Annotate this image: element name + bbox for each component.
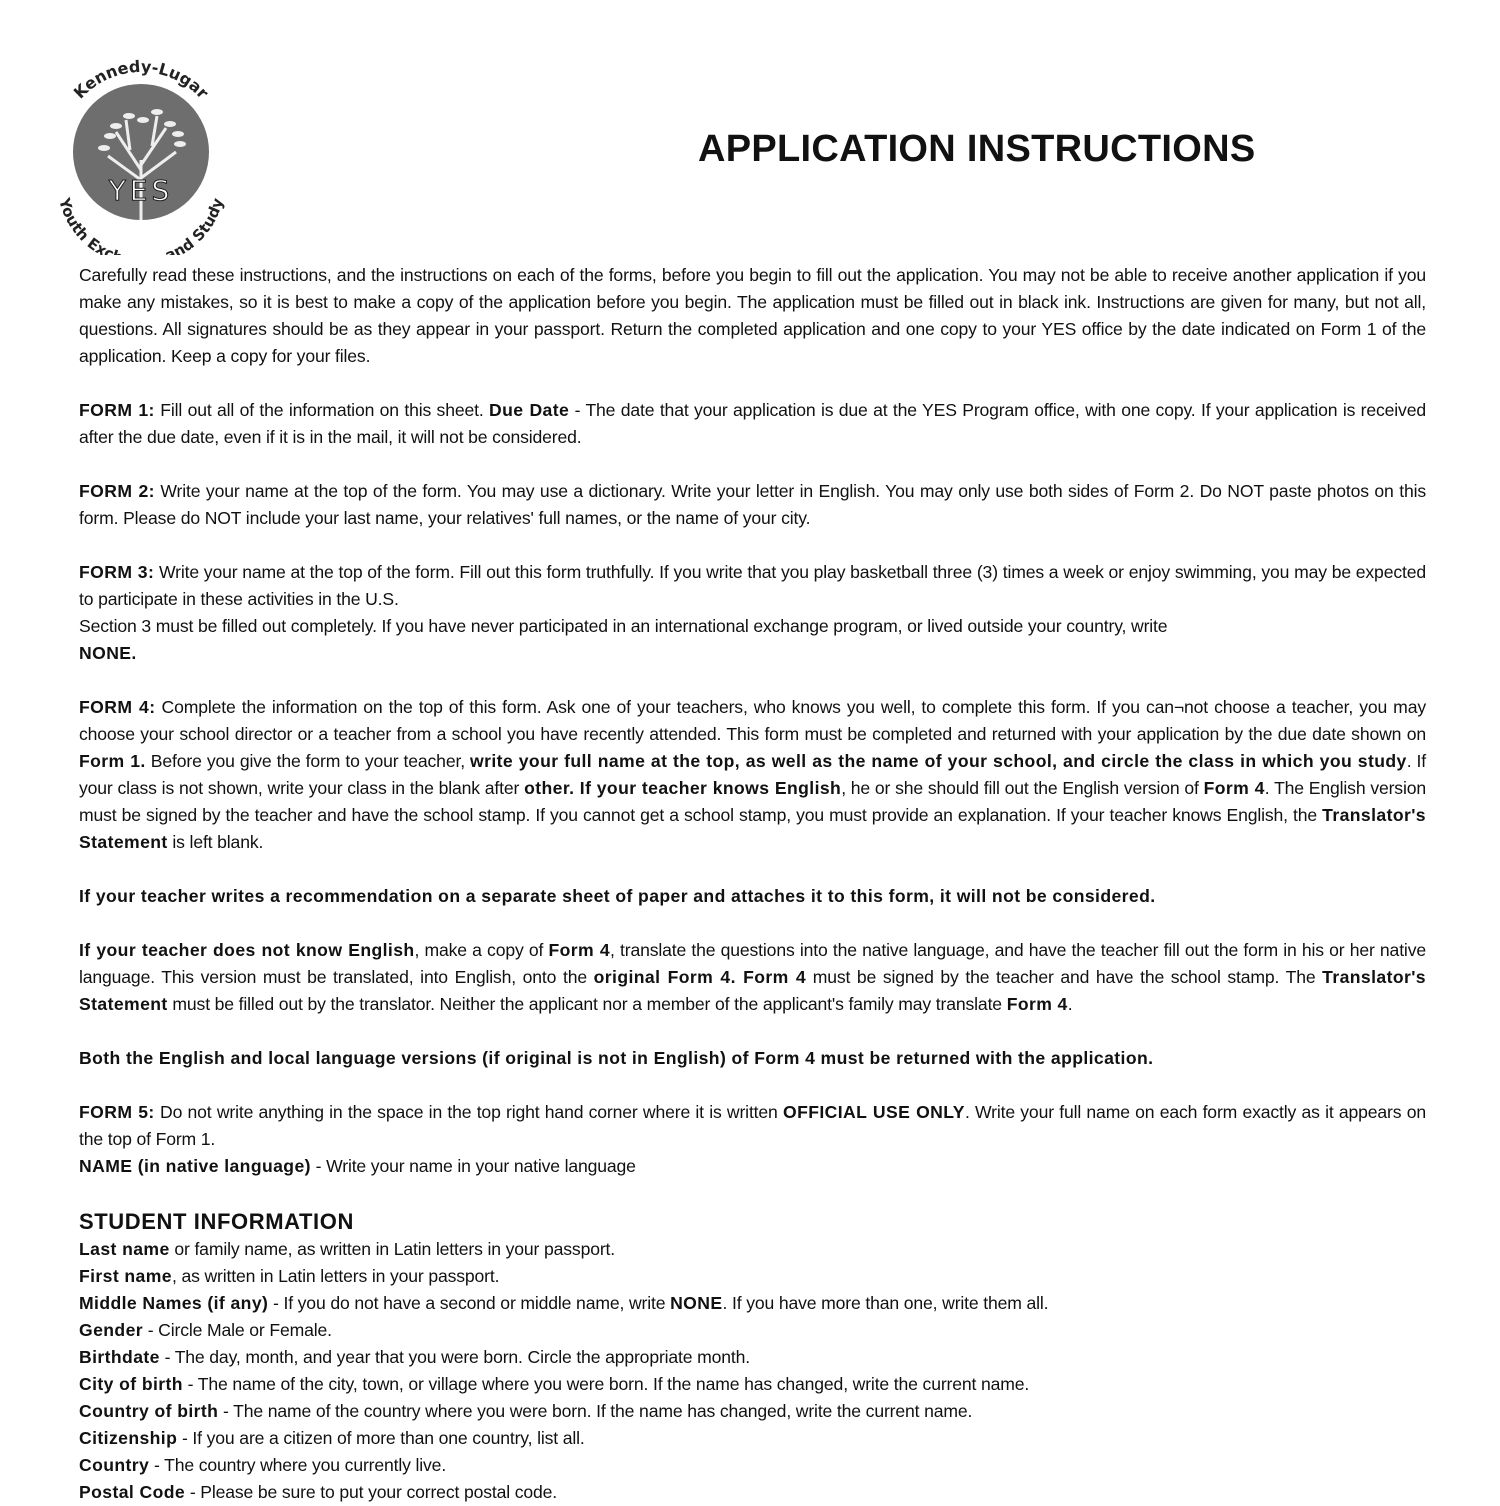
student-info-item	[79, 1236, 1426, 1263]
student-info-item	[79, 1452, 1426, 1479]
text: Complete the information on the top of this form. Ask one of your teachers, who knows you well, to complete this form. If you can¬not choose a teacher, you may choose your school director or a teacher from a school you have recently attended. This form must be completed and returned with your application by the due date shown on	[79, 697, 1426, 744]
text: - Write your name in your native language	[310, 1156, 636, 1176]
student-information-heading: STUDENT INFORMATION	[79, 1209, 354, 1234]
student-info-item	[79, 1290, 1426, 1317]
field-label: Birthdate	[79, 1347, 160, 1367]
field-label: Last name	[79, 1239, 170, 1259]
text: , he or she should fill out the English version of	[841, 778, 1204, 798]
bold-text: write your full name at the top, as well as the name of your school, and circle the class in which you study	[470, 751, 1407, 771]
bold-text: Form 4	[1203, 778, 1265, 798]
instruction-paragraph	[79, 1045, 1426, 1072]
text: Do not write anything in the space in the top right hand corner where it is written	[154, 1102, 783, 1122]
text: .	[1067, 994, 1073, 1014]
text: Carefully read these instructions, and the instructions on each of the forms, before you begin to fill out the application. You may not be able to receive another application if you make any mistakes, so it is best to make a copy of the application before you begin. The application must be filled out in black ink. Instructions are given for many, but not all, questions. All signatures should be as they appear in your passport. Return the completed application and one copy to your YES office by the date indicated on Form 1 of the application. Keep a copy for your files.	[79, 265, 1426, 366]
field-label: Country	[79, 1455, 150, 1475]
field-description: or family name, as written in Latin letters in your passport.	[169, 1239, 616, 1259]
field-description: - Please be sure to put your correct postal code.	[185, 1482, 558, 1502]
text: Fill out all of the information on this sheet.	[154, 400, 490, 420]
field-label: Citizenship	[79, 1428, 178, 1448]
text: Section 3 must be filled out completely. If you have never participated in an international exchange program, or lived outside your country, write	[79, 616, 1168, 636]
bold-text: NONE.	[79, 643, 137, 663]
page-title: APPLICATION INSTRUCTIONS	[698, 128, 1256, 170]
field-description: - If you do not have a second or middle name, write	[268, 1293, 671, 1313]
text: , translate the questions into the native language, and have the teacher fill out the form in his or her native language. This version must be translated, into English, onto the	[79, 940, 1426, 987]
text: Write your name at the top of the form. You may use a dictionary. Write your letter in English. You may only use both sides of Form 2. Do NOT paste photos on this form. Please do NOT include your last name, your relatives' full names, or the name of your city.	[79, 481, 1426, 528]
logo-text: Kennedy-Lugar	[69, 56, 213, 103]
bold-text: Both the English and local language versions (if original is not in English) of Form 4 must be returned with the application.	[79, 1048, 1154, 1068]
bold-text: other. If your teacher knows English	[524, 778, 842, 798]
text: is left blank.	[167, 832, 264, 852]
field-description: , as written in Latin letters in your passport.	[171, 1266, 500, 1286]
student-info-item	[79, 1344, 1426, 1371]
field-description: - The name of the country where you were born. If the name has changed, write the current name.	[218, 1401, 973, 1421]
bold-text: NAME (in native language)	[79, 1156, 311, 1176]
logo-text: YES	[108, 174, 174, 207]
text: , make a copy of	[414, 940, 549, 960]
bold-text: If your teacher does not know English	[79, 940, 415, 960]
field-description: . If you have more than one, write them all.	[722, 1293, 1049, 1313]
kennedy-lugar-yes-logo	[34, 40, 249, 255]
student-info-item	[79, 1425, 1426, 1452]
field-label: Country of birth	[79, 1401, 219, 1421]
bold-text: FORM 4:	[79, 697, 156, 717]
field-description: - Circle Male or Female.	[143, 1320, 332, 1340]
text: Before you give the form to your teacher,	[145, 751, 471, 771]
instruction-paragraph	[79, 397, 1426, 451]
bold-text: original Form 4. Form 4	[593, 967, 807, 987]
student-info-item	[79, 1479, 1426, 1506]
student-info-item	[79, 1317, 1426, 1344]
text: - The date that your application is due at the YES Program office, with one copy. If your application is received after the due date, even if it is in the mail, it will not be considered.	[79, 400, 1426, 447]
bold-text: Form 1.	[79, 751, 146, 771]
bold-text: Translator's Statement	[79, 967, 1426, 1014]
logo-text: Youth Exc and Study	[55, 196, 227, 255]
field-description: - If you are a citizen of more than one country, list all.	[177, 1428, 585, 1448]
text: must be signed by the teacher and have the school stamp. The	[806, 967, 1323, 987]
bold-text: If your teacher writes a recommendation on a separate sheet of paper and attaches it to this form, it will not be considered.	[79, 886, 1156, 906]
student-info-item	[79, 1371, 1426, 1398]
bold-text: Translator's Statement	[79, 805, 1426, 852]
field-description: - The name of the city, town, or village where you were born. If the name has changed, write the current name.	[182, 1374, 1030, 1394]
text: must be filled out by the translator. Neither the applicant nor a member of the applicant's family may translate	[167, 994, 1007, 1014]
field-label: Middle Names (if any)	[79, 1293, 269, 1313]
text: Write your name at the top of the form. Fill out this form truthfully. If you write that you play basketball three (3) times a week or enjoy swimming, you may be expected to participate in these activities in the U.S.	[79, 562, 1426, 609]
bold-text: FORM 1:	[79, 400, 155, 420]
field-label: First name	[79, 1266, 172, 1286]
text: . Write your full name on each form exactly as it appears on the top of Form 1.	[79, 1102, 1426, 1149]
text: . If your class is not shown, write your class in the blank after	[79, 751, 1427, 798]
instruction-paragraph	[79, 1099, 1426, 1180]
instruction-paragraph	[79, 883, 1426, 910]
student-info-item	[79, 1398, 1426, 1425]
instruction-paragraph	[79, 262, 1426, 370]
bold-text: FORM 2:	[79, 481, 155, 501]
bold-text: OFFICIAL USE ONLY	[783, 1102, 965, 1122]
bold-text: Form 4	[548, 940, 611, 960]
bold-text: Due Date	[489, 400, 570, 420]
field-label: NONE	[670, 1293, 723, 1313]
field-description: - The country where you currently live.	[149, 1455, 447, 1475]
bold-text: Form 4	[1006, 994, 1068, 1014]
student-info-item	[79, 1263, 1426, 1290]
bold-text: FORM 3:	[79, 562, 155, 582]
instruction-paragraph	[79, 937, 1426, 1018]
instruction-paragraph	[79, 478, 1426, 532]
instructions-body	[79, 262, 1426, 1506]
instruction-paragraph	[79, 559, 1426, 667]
field-label: Gender	[79, 1320, 143, 1340]
text: . The English version must be signed by the teacher and have the school stamp. If you cannot get a school stamp, you must provide an explanation. If your teacher knows English, the	[79, 778, 1426, 825]
field-label: Postal Code	[79, 1482, 186, 1502]
instruction-paragraph	[79, 694, 1426, 856]
field-description: - The day, month, and year that you were born. Circle the appropriate month.	[159, 1347, 751, 1367]
field-label: City of birth	[79, 1374, 183, 1394]
bold-text: FORM 5:	[79, 1102, 155, 1122]
